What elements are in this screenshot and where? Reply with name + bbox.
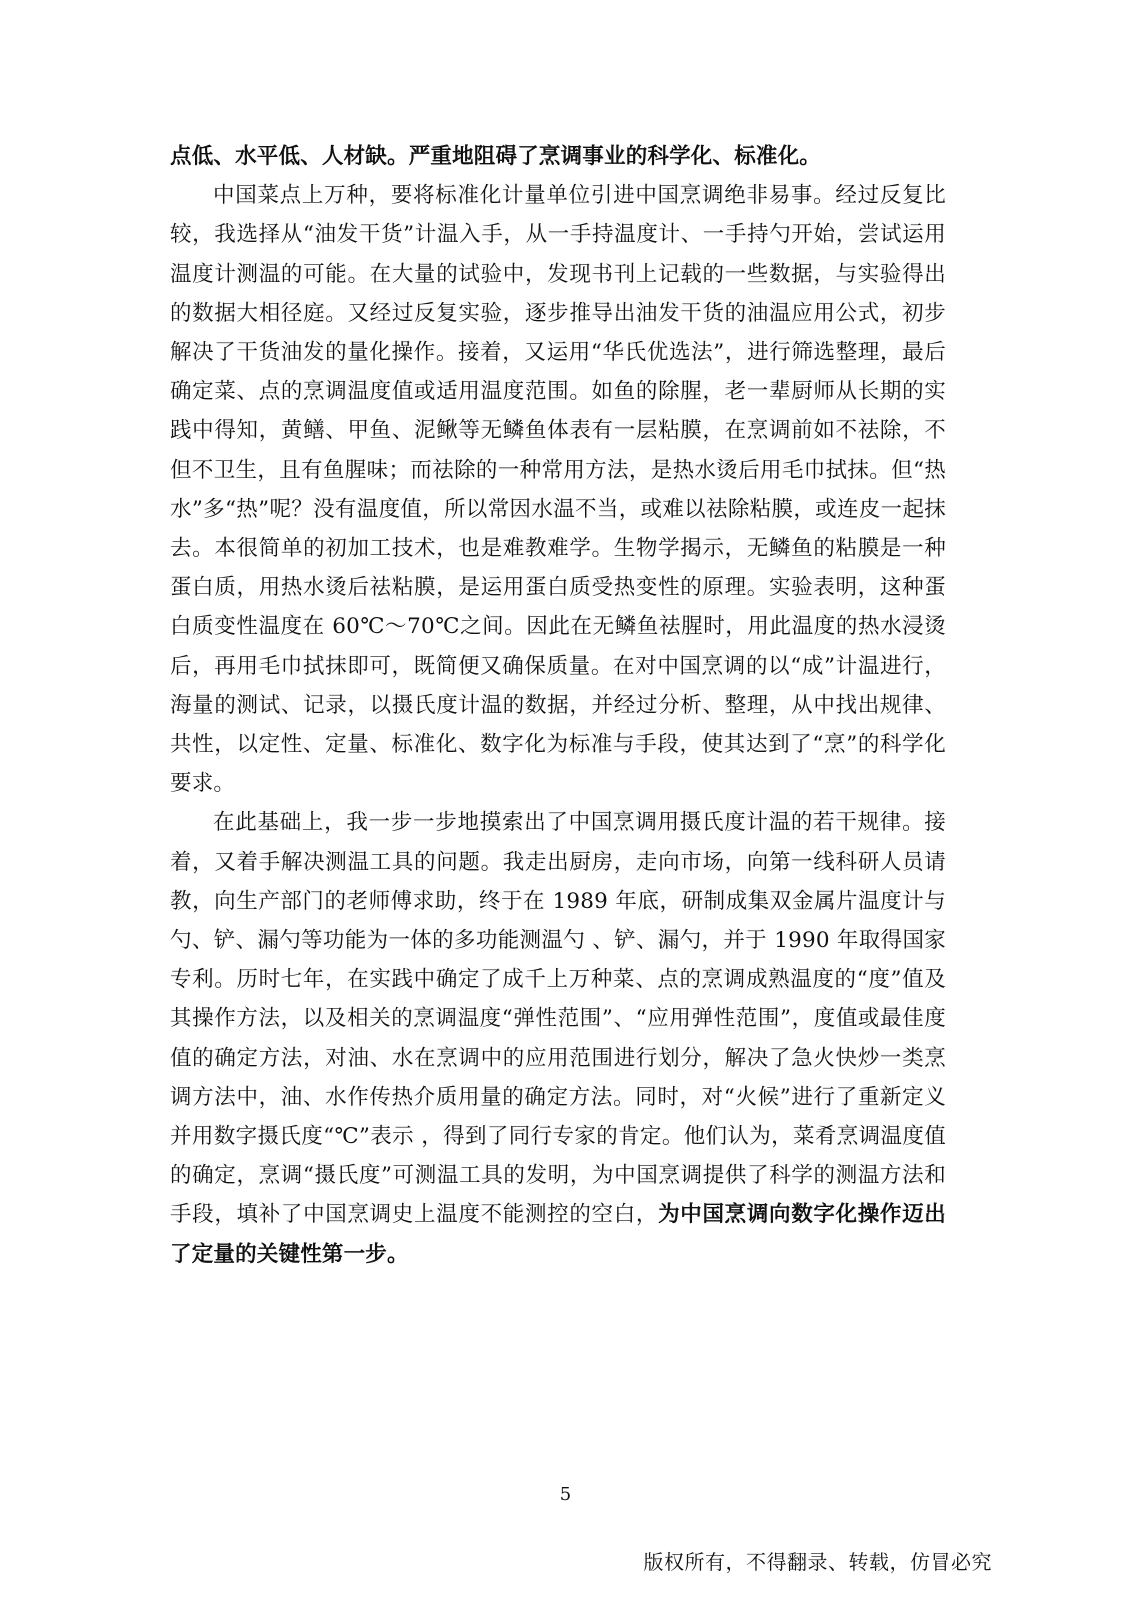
copyright-footer: 版权所有，不得翻录、转载，仿冒必究	[643, 1550, 992, 1574]
bold-sentence: 点低、水平低、人材缺。严重地阻碍了烹调事业的科学化、标准化。	[170, 144, 822, 169]
paragraph-text: 在此基础上，我一步一步地摸索出了中国烹调用摄氏度计温的若干规律。接着，又着手解决测温工具的问题。我走出厨房，走向市场，向第一线科研人员请教，向生产部门的老师傅求助，终于在 1989 年底，研制成集双金属片温度计与勺、铲、漏勺等功能为一体的多功能测温勺 、铲、漏勺，并于 1990 年取得国家专利。历时七年，在实践中确定了成千上万种菜、点的烹调成熟温度的“度”值及其操作方法，以及相关的烹调温度“弹性范围”、“应用弹性范围”，度值或最佳度值的确定方法，对油、水在烹调中的应用范围进行划分，解决了急火快炒一类烹调方法中，油、水作传热介质用量的确定方法。同时，对“火候”进行了重新定义并用数字摄氏度“℃”表示 ，得到了同行专家的肯定。他们认为，菜肴烹调温度值的确定，烹调“摄氏度”可测温工具的发明，为中国烹调提供了科学的测温方法和手段，填补了中国烹调史上温度不能测控的空白，	[170, 810, 946, 1228]
paragraph-3	[170, 803, 946, 1273]
document-body	[170, 137, 946, 1274]
bold-conclusion: 为中国烹调向数字化操作迈出了定量的关键性第一步。	[170, 1202, 946, 1267]
page-number: 5	[559, 1484, 572, 1505]
paragraph-text: 中国菜点上万种，要将标准化计量单位引进中国烹调绝非易事。经过反复比较，我选择从“油发干货”计温入手，从一手持温度计、一手持勺开始，尝试运用温度计测温的可能。在大量的试验中，发现书刊上记载的一些数据，与实验得出的数据大相径庭。又经过反复实验，逐步推导出油发干货的油温应用公式，初步解决了干货油发的量化操作。接着，又运用“华氏优选法”，进行筛选整理，最后确定菜、点的烹调温度值或适用温度范围。如鱼的除腥，老一辈厨师从长期的实践中得知，黄鳝、甲鱼、泥鳅等无鳞鱼体表有一层粘膜，在烹调前如不祛除，不但不卫生，且有鱼腥味；而祛除的一种常用方法，是热水烫后用毛巾拭抹。但“热水”多“热”呢？没有温度值，所以常因水温不当，或难以祛除粘膜，或连皮一起抹去。本很简单的初加工技术，也是难教难学。生物学揭示，无鳞鱼的粘膜是一种蛋白质，用热水烫后祛粘膜，是运用蛋白质受热变性的原理。实验表明，这种蛋白质变性温度在 60℃～70℃之间。因此在无鳞鱼祛腥时，用此温度的热水浸烫后，再用毛巾拭抹即可，既简便又确保质量。在对中国烹调的以“成”计温进行，海量的测试、记录，以摄氏度计温的数据，并经过分析、整理，从中找出规律、共性，以定性、定量、标准化、数字化为标准与手段，使其达到了“烹”的科学化要求。	[170, 183, 946, 797]
paragraph-2	[170, 176, 946, 803]
paragraph-1	[170, 137, 946, 176]
